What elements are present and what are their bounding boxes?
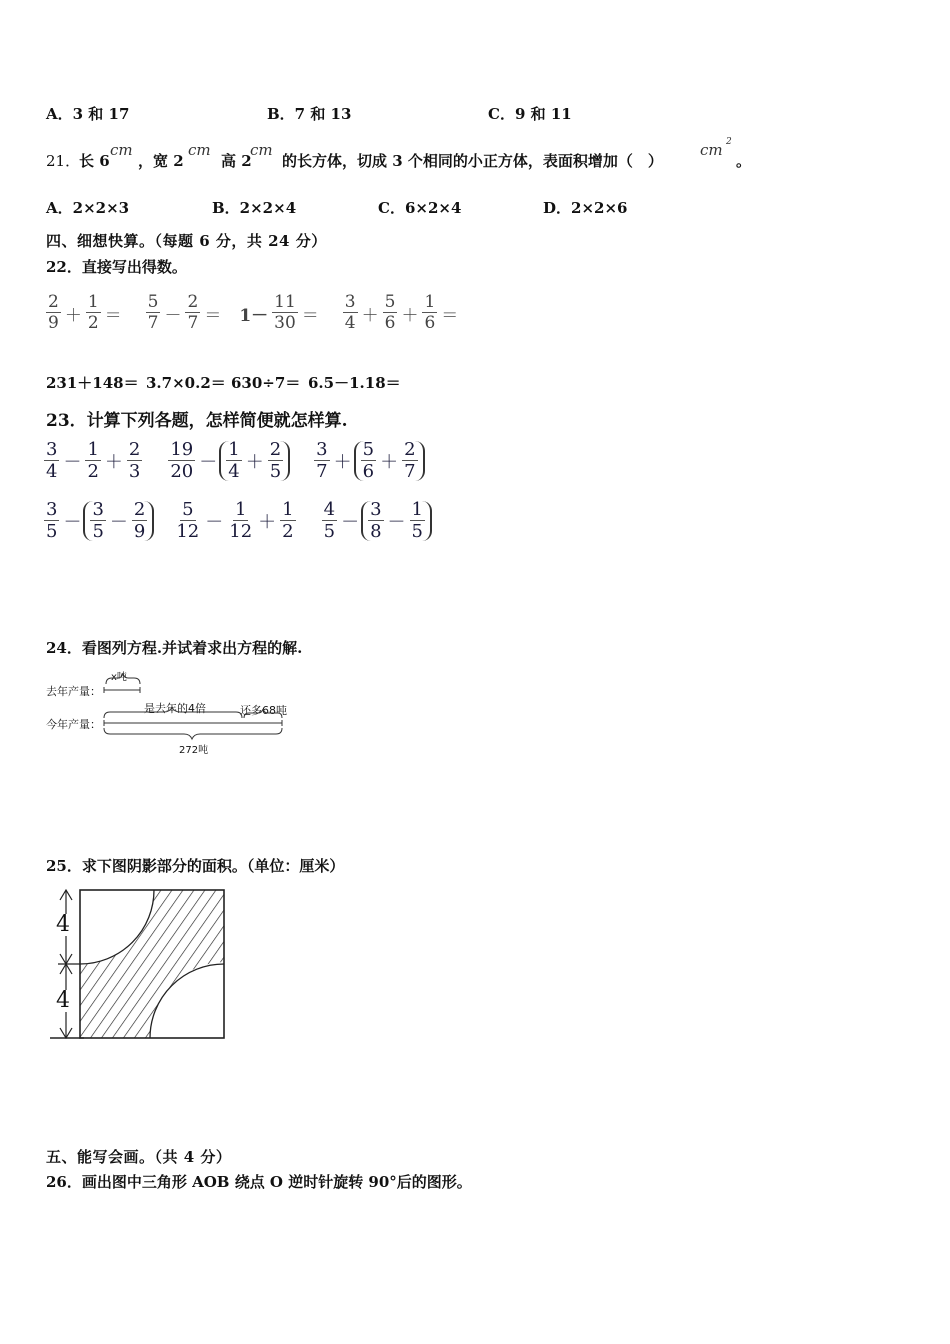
unit-cm: cm (110, 141, 133, 159)
fraction: $\frac{3}{5}$ (46, 499, 58, 542)
fraction: $\frac{2}{7}$ (187, 292, 199, 333)
fraction: $\frac{5}{6}$ (362, 439, 375, 482)
question-26: 26．画出图中三角形 AOB 绕点 O 逆时针旋转 90°后的图形。 (46, 1173, 472, 1191)
last-year-label: 去年产量： (46, 685, 101, 698)
operator: 1－ (239, 305, 269, 326)
square-with-arcs (44, 884, 234, 1046)
section-heading: 五、能写会画。（共 4 分） (46, 1148, 232, 1166)
q21-text: 的长方体，切成 3 个相同的小正方体，表面积增加（ ） (282, 152, 663, 170)
option-a: A．2×2×3 (46, 199, 130, 217)
operator: － (63, 452, 82, 473)
fraction-row-q22 (44, 290, 460, 336)
operator: ＋ (380, 452, 399, 473)
option-c: C．9 和 11 (488, 105, 572, 123)
operator: ＋ (104, 452, 123, 473)
segment-lines (46, 668, 306, 758)
operator: ＋ (333, 452, 352, 473)
question-24-title: 24．看图列方程.并试着求出方程的解. (46, 639, 303, 657)
this-year-label: 今年产量： (46, 718, 101, 731)
fraction: $\frac{4}{5}$ (323, 499, 336, 542)
operator: － (205, 512, 224, 533)
fraction: $\frac{1}{12}$ (229, 499, 253, 542)
operator: ＝ (104, 305, 122, 326)
operator: ＝ (204, 305, 222, 326)
operator: ＋ (245, 452, 264, 473)
operator: ＋ (401, 305, 419, 326)
total-label: 272吨 (179, 745, 209, 756)
fraction: $\frac{3}{4}$ (46, 439, 58, 482)
fraction: $\frac{1}{5}$ (411, 499, 423, 542)
q21-text: 。 (736, 152, 752, 170)
fraction: $\frac{5}{12}$ (176, 499, 200, 542)
more-label: 还多68吨 (240, 704, 287, 717)
unit-cm-squared: cm (700, 141, 723, 159)
operator: － (109, 512, 128, 533)
fraction: $\frac{19}{20}$ (170, 439, 194, 482)
question-22-title: 22．直接写出得数。 (46, 258, 187, 276)
operator: ＋ (64, 305, 82, 326)
operator: － (199, 452, 218, 473)
section-heading: 四、细想快算。（每题 6 分，共 24 分） (46, 232, 327, 250)
shaded-area-figure (44, 884, 234, 1046)
fraction: $\frac{1}{2}$ (282, 499, 294, 542)
option-c: C．6×2×4 (378, 199, 462, 217)
operator: － (164, 305, 182, 326)
operator: ＝ (441, 305, 459, 326)
fraction: $\frac{2}{9}$ (133, 499, 146, 542)
unit-cm: cm (250, 141, 273, 159)
calc-item: 630÷7＝ (231, 374, 301, 392)
operator: ＋ (258, 512, 277, 533)
superscript: 2 (726, 137, 732, 147)
fraction: $\frac{1}{4}$ (228, 439, 240, 482)
unit-cm: cm (188, 141, 211, 159)
x-label: x吨 (111, 672, 127, 683)
operator: － (387, 512, 406, 533)
line-segment-diagram (46, 668, 306, 758)
question-number: 21． (46, 152, 81, 170)
option-b: B．2×2×4 (212, 199, 297, 217)
fraction: $\frac{1}{2}$ (87, 439, 99, 482)
parenthesis-group (354, 441, 425, 481)
operator: ＝ (301, 305, 319, 326)
operator: － (63, 512, 82, 533)
q21-text: ，宽 2 (138, 152, 184, 170)
fraction: $\frac{5}{6}$ (384, 292, 396, 333)
option-a: A．3 和 17 (46, 105, 130, 123)
calc-item: 231＋148＝ (46, 374, 139, 392)
question-25-title: 25．求下图阴影部分的面积。（单位：厘米） (46, 857, 345, 875)
q21-text: 长 6 (79, 152, 110, 170)
four-times-label: 是去年的4倍 (144, 702, 206, 715)
option-d: D．2×2×6 (543, 199, 628, 217)
operator: － (341, 512, 360, 533)
fraction: $\frac{11}{30}$ (274, 292, 296, 333)
dimension-label: 4 (56, 912, 70, 937)
expression-row-1 (42, 436, 425, 486)
fraction: $\frac{2}{9}$ (48, 292, 59, 333)
fraction: $\frac{1}{6}$ (424, 292, 436, 333)
fraction: $\frac{3}{4}$ (344, 292, 356, 333)
fraction: $\frac{2}{3}$ (128, 439, 141, 482)
q21-text: 高 2 (221, 152, 252, 170)
fraction: $\frac{5}{7}$ (147, 292, 159, 333)
dimension-label: 4 (56, 988, 70, 1013)
fraction: $\frac{2}{7}$ (404, 439, 416, 482)
parenthesis-group (219, 441, 290, 481)
fraction: $\frac{1}{2}$ (87, 292, 99, 333)
fraction: $\frac{2}{5}$ (269, 439, 282, 482)
question-23-title: 23．计算下列各题，怎样简便就怎样算. (46, 411, 348, 431)
parenthesis-group (361, 501, 432, 541)
operator: ＋ (361, 305, 379, 326)
fraction: $\frac{3}{8}$ (370, 499, 382, 542)
option-b: B．7 和 13 (267, 105, 352, 123)
parenthesis-group (83, 501, 154, 541)
calc-item: 3.7×0.2＝ (146, 374, 226, 392)
expression-row-2 (42, 496, 432, 546)
fraction: $\frac{3}{7}$ (316, 439, 328, 482)
fraction: $\frac{3}{5}$ (92, 499, 104, 542)
calc-item: 6.5－1.18＝ (308, 374, 401, 392)
